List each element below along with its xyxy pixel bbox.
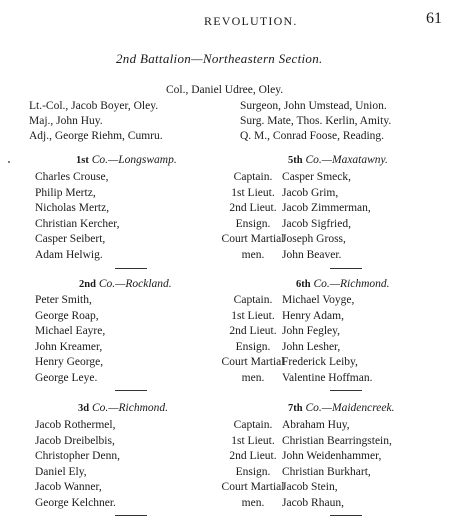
company-6th-names	[282, 293, 372, 387]
name-entry: Charles Crouse,	[35, 171, 109, 183]
divider-rule	[330, 515, 362, 516]
name-entry: John Lesher,	[282, 340, 341, 353]
name-entry: John Fegley,	[282, 325, 341, 338]
name-entry: Christian Burkhart,	[282, 465, 371, 478]
rank-label: 1st Lieut.	[231, 309, 275, 322]
officer-right-2: Surg. Mate, Thos. Kerlin, Amity.	[240, 115, 392, 127]
rank-label: Court Martial	[221, 356, 285, 369]
name-entry: George Leye.	[35, 371, 98, 384]
rank-label: Ensign.	[235, 340, 271, 353]
rank-label: Ensign.	[235, 217, 271, 230]
divider-rule	[115, 515, 147, 516]
name-entry: John Weidenhammer,	[282, 450, 382, 463]
divider-rule	[330, 390, 362, 391]
rank-label: Captain.	[233, 171, 273, 183]
rank-label: Court Martial	[221, 481, 285, 494]
name-entry: Jacob Wanner,	[35, 481, 102, 494]
stray-mark	[8, 161, 10, 163]
name-entry: Jacob Stein,	[282, 481, 338, 494]
officer-left-2: Maj., John Huy.	[29, 115, 103, 127]
name-entry: Jacob Sigfried,	[282, 217, 351, 230]
name-entry: Valentine Hoffman.	[282, 371, 373, 384]
rank-label: Captain.	[233, 419, 273, 431]
divider-rule	[330, 268, 362, 269]
name-entry: Casper Smeck,	[282, 171, 351, 183]
rank-label: Ensign.	[235, 465, 271, 478]
rank-label: Captain.	[233, 294, 273, 306]
name-entry: Peter Smith,	[35, 294, 92, 306]
name-entry: Jacob Rothermel,	[35, 419, 116, 431]
company-2nd-names	[35, 293, 105, 387]
company-heading-2nd: 2nd Co.—Rockland.	[79, 278, 172, 290]
rank-label: 1st Lieut.	[231, 186, 275, 199]
divider-rule	[115, 268, 147, 269]
rank-label: 1st Lieut.	[231, 434, 275, 447]
company-7th-names	[282, 418, 392, 512]
name-entry: Michael Voyge,	[282, 294, 355, 306]
name-entry: Christopher Denn,	[35, 450, 120, 463]
rank-label: Court Martial	[221, 233, 285, 246]
rank-label: men.	[241, 371, 265, 384]
company-heading-6th: 6th Co.—Richmond.	[296, 278, 390, 290]
name-entry: Jacob Zimmerman,	[282, 202, 371, 215]
name-entry: Henry Adam,	[282, 309, 344, 322]
officer-left-3: Adj., George Riehm, Cumru.	[29, 130, 163, 142]
name-entry: Christian Kercher,	[35, 217, 120, 230]
section-title: 2nd Battalion—Northeastern Section.	[116, 51, 323, 66]
name-entry: Christian Bearringstein,	[282, 434, 392, 447]
running-header: REVOLUTION.	[204, 14, 298, 28]
company-heading-1st: 1st Co.—Longswamp.	[76, 154, 177, 166]
name-entry: Casper Seibert,	[35, 233, 106, 246]
name-entry: Joseph Gross,	[282, 233, 346, 246]
name-entry: Daniel Ely,	[35, 465, 87, 478]
company-heading-3d: 3d Co.—Richmond.	[78, 402, 168, 414]
name-entry: Michael Eayre,	[35, 325, 106, 338]
name-entry: John Kreamer,	[35, 340, 103, 353]
rank-label: 2nd Lieut.	[229, 202, 277, 215]
page-number: 61	[426, 10, 442, 27]
name-entry: George Roap,	[35, 309, 99, 322]
name-entry: Henry George,	[35, 356, 104, 369]
name-entry: Jacob Dreibelbis,	[35, 434, 115, 447]
company-heading-7th: 7th Co.—Maidencreek.	[288, 402, 395, 414]
rank-label: men.	[241, 496, 265, 509]
officer-left-1: Lt.-Col., Jacob Boyer, Oley.	[29, 100, 159, 112]
name-entry: Adam Helwig.	[35, 248, 103, 261]
name-entry: Nicholas Mertz,	[35, 202, 110, 215]
rank-label: 2nd Lieut.	[229, 325, 277, 338]
name-entry: John Beaver.	[282, 248, 342, 261]
officer-right-3: Q. M., Conrad Foose, Reading.	[240, 130, 385, 142]
colonel-line: Col., Daniel Udree, Oley.	[166, 84, 284, 96]
divider-rule	[115, 390, 147, 391]
rank-label: men.	[241, 248, 265, 261]
name-entry: Abraham Huy,	[282, 419, 350, 431]
officer-right-1: Surgeon, John Umstead, Union.	[240, 100, 387, 112]
name-entry: Jacob Rhaun,	[282, 496, 344, 509]
company-heading-5th: 5th Co.—Maxatawny.	[288, 154, 388, 166]
company-5th-names	[282, 170, 371, 264]
rank-label: 2nd Lieut.	[229, 450, 277, 463]
name-entry: George Kelchner.	[35, 496, 116, 509]
name-entry: Philip Mertz,	[35, 186, 96, 199]
name-entry: Jacob Grim,	[282, 186, 339, 199]
name-entry: Frederick Leiby,	[282, 356, 358, 369]
company-3d-names	[35, 418, 120, 512]
company-1st-names	[35, 170, 119, 264]
